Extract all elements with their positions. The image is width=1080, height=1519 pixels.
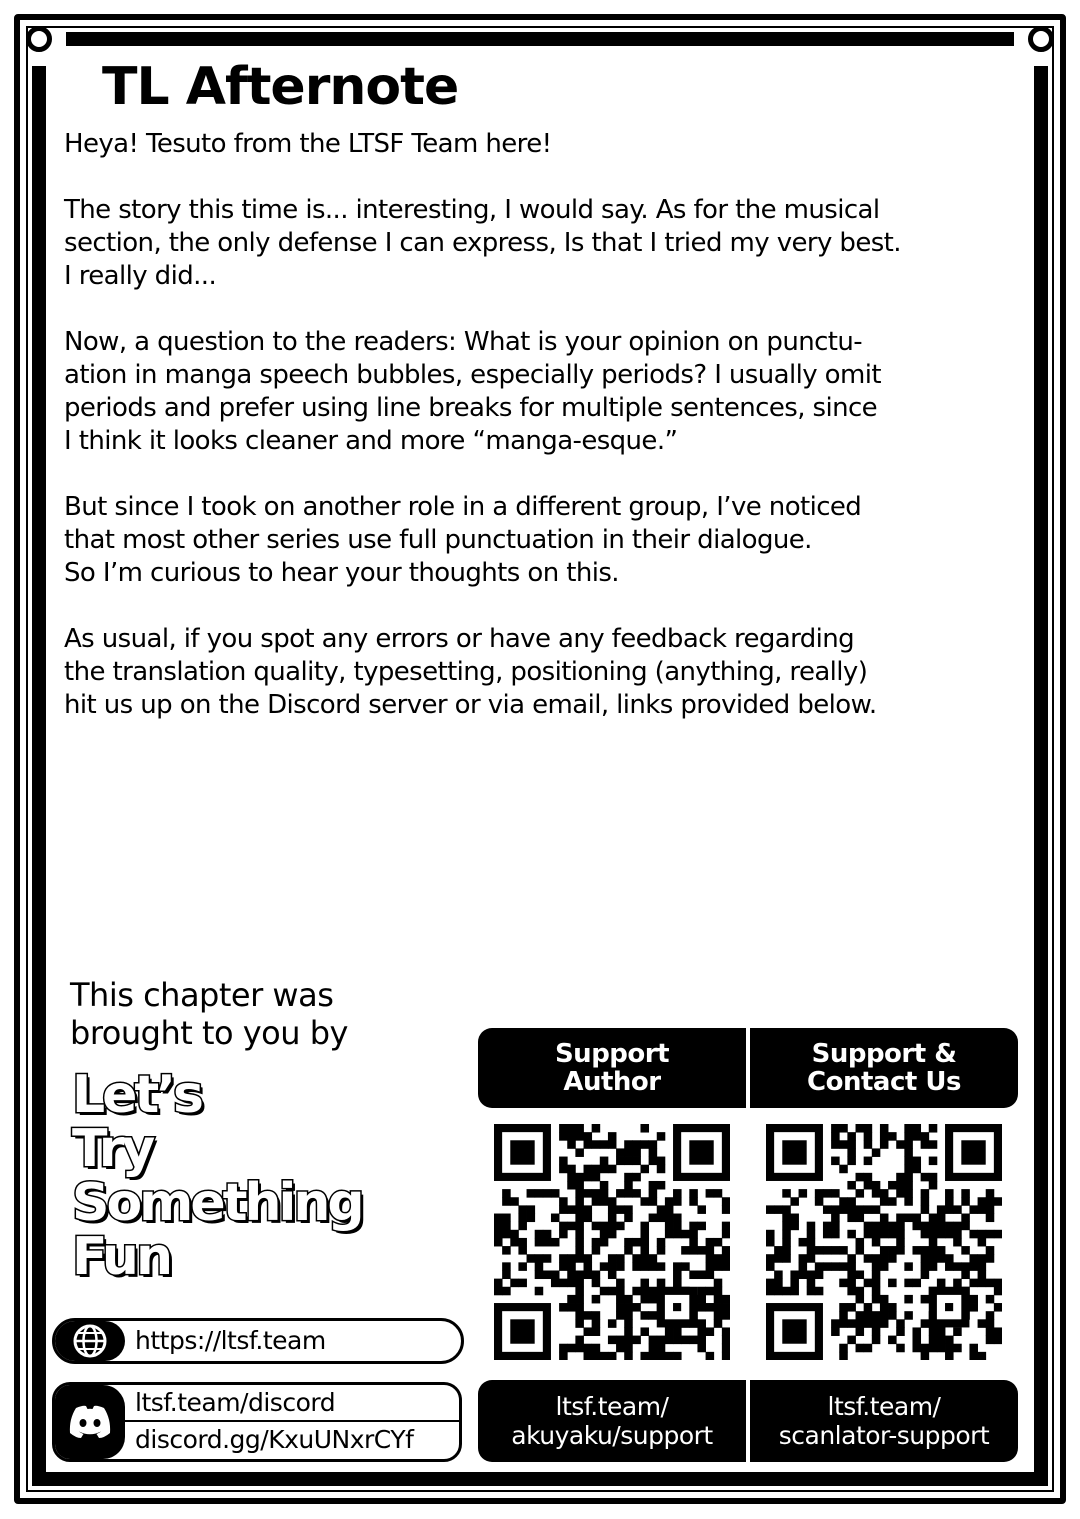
support-author-link[interactable] — [478, 1380, 746, 1462]
discord-vanity-url[interactable]: ltsf.team/discord — [135, 1388, 336, 1417]
paragraph-line: Now, a question to the readers: What is your opinion on punctu- — [64, 327, 863, 357]
paragraph-line: periods and prefer using line breaks for multiple sentences, since — [64, 393, 878, 423]
group-name-logo — [72, 1065, 362, 1287]
discord-link[interactable] — [52, 1382, 462, 1462]
website-link[interactable] — [52, 1318, 464, 1364]
paragraph-line: I think it looks cleaner and more “manga-esque.” — [64, 426, 678, 456]
support-author-qr-code[interactable] — [494, 1124, 730, 1360]
discord-invite-url[interactable]: discord.gg/KxuUNxrCYf — [125, 1420, 459, 1457]
paragraph-line: that most other series use full punctuation in their dialogue. — [64, 525, 812, 555]
support-contact-link-line: ltsf.team/ — [827, 1392, 941, 1421]
paragraph-line: ation in manga speech bubbles, especially periods? I usually omit — [64, 360, 881, 390]
globe-icon — [55, 1321, 125, 1361]
paragraph-line: So I’m curious to hear your thoughts on this. — [64, 558, 619, 588]
paragraph-line: section, the only defense I can express, Is that I tried my very best. — [64, 228, 901, 258]
support-contact-link-line: scanlator-support — [778, 1421, 990, 1450]
support-contact-heading-line: Contact Us — [807, 1067, 961, 1097]
credit-intro-line: brought to you by — [70, 1014, 348, 1052]
afternote-body — [64, 128, 1034, 755]
support-author-heading-line: Support — [554, 1039, 670, 1069]
paragraph-line: But since I took on another role in a different group, I’ve noticed — [64, 492, 862, 522]
website-url[interactable]: https://ltsf.team — [135, 1326, 326, 1355]
paragraph — [64, 194, 1034, 293]
group-name-line: Let’s — [72, 1065, 201, 1125]
credit-intro-line: This chapter was — [70, 976, 334, 1014]
paragraph-line: Heya! Tesuto from the LTSF Team here! — [64, 129, 552, 159]
group-name-line: Something — [72, 1173, 362, 1233]
paragraph — [64, 128, 1034, 161]
paragraph — [64, 326, 1034, 458]
support-contact-heading — [750, 1028, 1018, 1108]
paragraph-line: I really did... — [64, 261, 217, 291]
paragraph — [64, 623, 1034, 722]
credit-intro — [70, 976, 348, 1052]
support-author-link-line: akuyaku/support — [511, 1421, 713, 1450]
support-contact-qr-code[interactable] — [766, 1124, 1002, 1360]
frame-corner-ring-icon — [26, 26, 52, 52]
support-author-link-line: ltsf.team/ — [555, 1392, 669, 1421]
frame-corner-ring-icon — [1028, 26, 1054, 52]
paragraph-line: hit us up on the Discord server or via email, links provided below. — [64, 690, 877, 720]
support-contact-link[interactable] — [750, 1380, 1018, 1462]
paragraph — [64, 491, 1034, 590]
group-name-line: Fun — [72, 1227, 170, 1287]
support-contact-heading-line: Support & — [811, 1039, 957, 1069]
paragraph-line: the translation quality, typesetting, positioning (anything, really) — [64, 657, 868, 687]
group-name-line: Try — [72, 1119, 153, 1179]
paragraph-line: The story this time is... interesting, I would say. As for the musical — [64, 195, 880, 225]
paragraph-line: As usual, if you spot any errors or have any feedback regarding — [64, 624, 855, 654]
support-author-heading — [478, 1028, 746, 1108]
discord-icon — [55, 1385, 125, 1459]
page-title: TL Afternote — [102, 57, 459, 117]
support-author-heading-line: Author — [563, 1067, 661, 1097]
